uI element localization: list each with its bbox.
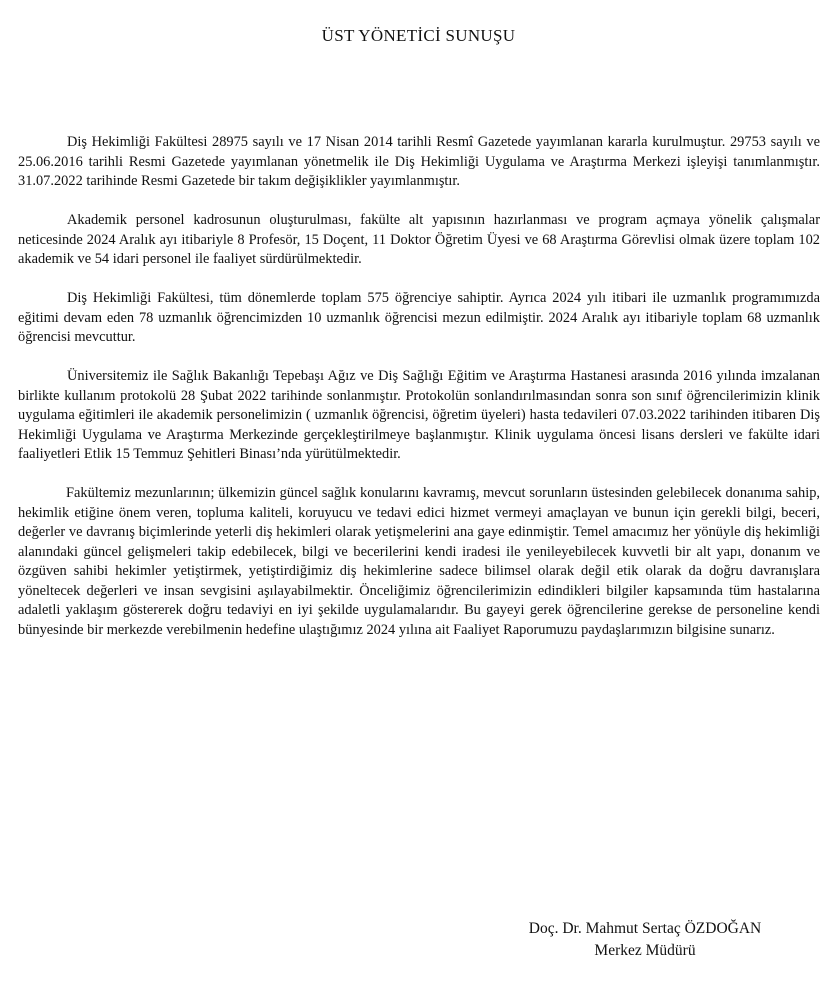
paragraph-students: Diş Hekimliği Fakültesi, tüm dönemlerde toplam 575 öğrenciye sahiptir. Ayrıca 2024 yılı itibari ile uzmanlık programımızda eğitimi devam eden 78 uzmanlık öğrencimizden 10 uzmanlık öğrencisi mezun edilmiştir. 2024 Aralık ayı itibariyle toplam 68 uzmanlık öğrencisi mevcuttur. (18, 290, 820, 345)
signature-role: Merkez Müdürü (594, 942, 696, 959)
paragraph-founding: Diş Hekimliği Fakültesi 28975 sayılı ve 17 Nisan 2014 tarihli Resmî Gazetede yayımlanan kararla kurulmuştur. 29753 sayılı ve 25.06.2016 tarihli Resmi Gazetede yayımlanan yönetmelik ile Diş Hekimliği Uygulama ve Araştırma Merkezi işleyişi tanımlanmıştır. 31.07.2022 tarihinde Resmi Gazetede bir takım değişiklikler yayımlanmıştır. (18, 134, 820, 189)
document-title: ÜST YÖNETİCİ SUNUŞU (321, 26, 516, 45)
signature-block (470, 918, 820, 962)
paragraph-protocol: Üniversitemiz ile Sağlık Bakanlığı Tepebaşı Ağız ve Diş Sağlığı Eğitim ve Araştırma Hastanesi arasında 2016 yılında imzalanan birlikte kullanım protokolü 28 Şubat 2022 tarihinde sonlanmıştır. Protokolün sonlandırılmasından sonra son sınıf öğrencilerimizin klinik uygulama eğitimleri ile akademik personelimizin ( uzmanlık öğrencisi, öğretim üyeleri) hasta tedavileri 07.03.2022 tarihinden itibaren Diş Hekimliği Uygulama ve Araştırma Merkezinde gerçekleştirilmeye başlanmıştır. Klinik uygulama öncesi lisans dersleri ve fakülte idari faaliyetleri Etlik 15 Temmuz Şehitleri Binası’nda yürütülmektedir. (18, 368, 820, 462)
paragraph-mission: Fakültemiz mezunlarının; ülkemizin güncel sağlık konularını kavramış, mevcut sorunların üstesinden gelebilecek donanıma sahip, hekimlik etiğine önem veren, topluma kaliteli, koruyucu ve tedavi edici hizmet vermeyi amaçlayan ve bunun için gerekli bilgi, beceri, değerler ve davranış biçimlerinde yeterli diş hekimleri olarak yetişmelerini ana gaye edinmiştir. Temel amacımız her yönüyle diş hekimliği alanındaki güncel gelişmeleri takip edebilecek, bilgi ve becerilerini kendi iradesi ile yenileyebilecek kuvvetli bir alt yapı, donanım ve özgüven sahibi hekimler yetiştirmek, yetiştirdiğimiz diş hekimlerine sadece bilimsel olarak değil etik olarak da doğru davranışlara yöneltecek değerleri ve insan sevgisini aşılayabilmektir. Önceliğimiz öğrencilerimizin edindikleri bilgiler kapsamında tüm hastalarına adaletli yaklaşım göstererek doğru tedaviyi en iyi şekilde uygulamalarıdır. Bu gayeyi gerek öğrencilerine gerekse de personeline kendi bünyesinde bir merkezde verebilmenin hedefine ulaştığımız 2024 yılına ait Faaliyet Raporumuzu paydaşlarımızın bilgisine sunarız. (18, 485, 820, 638)
paragraph-staff: Akademik personel kadrosunun oluşturulması, fakülte alt yapısının hazırlanması ve program açmaya yönelik çalışmalar neticesinde 2024 Aralık ayı itibariyle 8 Profesör, 15 Doçent, 11 Doktor Öğretim Üyesi ve 68 Araştırma Görevlisi olmak üzere toplam 102 akademik ve 54 idari personel ile faaliyet sürdürülmektedir. (18, 212, 820, 267)
document-body (18, 133, 820, 660)
signature-name: Doç. Dr. Mahmut Sertaç ÖZDOĞAN (528, 920, 762, 937)
